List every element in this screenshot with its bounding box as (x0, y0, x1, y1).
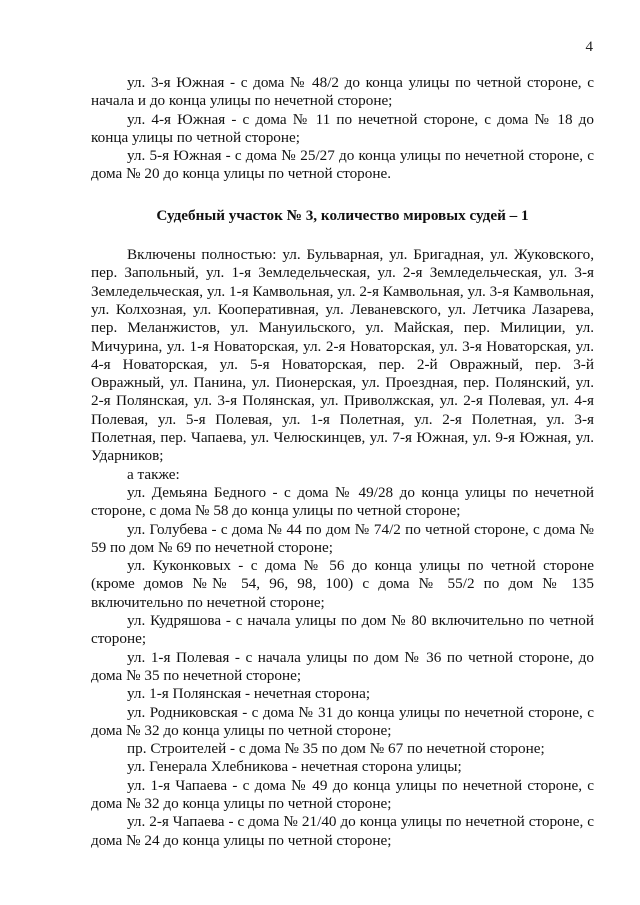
paragraph: ул. Родниковская - с дома № 31 до конца улицы по нечетной стороне, с дома № 32 до конца улицы по четной стороне; (91, 703, 594, 739)
paragraph: пр. Строителей - с дома № 35 по дом № 67 по нечетной стороне; (127, 740, 545, 758)
paragraph: ул. 5-я Южная - с дома № 25/27 до конца улицы по нечетной стороне, с дома № 20 до конца улицы по четной стороне. (91, 147, 594, 183)
paragraph: ул. 3-я Южная - с дома № 48/2 до конца улицы по четной стороне, с начала и до конца улицы по нечетной стороне; (91, 74, 594, 110)
paragraph: ул. 2-я Чапаева - с дома № 21/40 до конца улицы по нечетной стороне, с дома № 24 до конца улицы по четной стороне; (91, 813, 594, 849)
paragraph: ул. Куконковых - с дома № 56 до конца улицы по четной стороне (кроме домов №№ 54, 96, 98, 100) с дома № 55/2 по дом № 135 включительно по нечетной стороне; (91, 557, 594, 611)
document-body (91, 74, 594, 850)
paragraph: Включены полностью: ул. Бульварная, ул. Бригадная, ул. Жуковского, пер. Запольный, ул. 1-я Земледельческая, ул. 2-я Земледельческая, ул. 3-я Земледельческая, ул. 1-я Камвольная, ул. 2-я Камвольная, ул. 3-я Камвольная, ул. Колхозная, ул. Кооперативная, ул. Леваневского, ул. Летчика Лазарева, пер. Меланжистов, ул. Мануильского, ул. Майская, пер. Милиции, ул. Мичурина, ул. 1-я Новаторская, ул. 2-я Новаторская, ул. 3-я Новаторская, ул. 4-я Новаторская, ул. 5-я Новаторская, пер. 2-й Овражный, пер. 3-й Овражный, ул. Панина, ул. Пионерская, ул. Проездная, пер. Полянский, ул. 2-я Полянская, ул. 3-я Полянская, ул. Приволжская, ул. 2-я Полевая, ул. 4-я Полевая, ул. 5-я Полевая, ул. 1-я Полетная, ул. 2-я Полетная, ул. 3-я Полетная, пер. Чапаева, ул. Челюскинцев, ул. 7-я Южная, ул. 9-я Южная, ул. Ударников; (91, 246, 594, 465)
paragraph: ул. Генерала Хлебникова - нечетная сторона улицы; (127, 758, 462, 776)
section-heading: Судебный участок № 3, количество мировых судей – 1 (156, 206, 529, 224)
paragraph: ул. Голубева - с дома № 44 по дом № 74/2 по четной стороне, с дома № 59 по дом № 69 по нечетной стороне; (91, 520, 594, 556)
paragraph: а также: (127, 465, 180, 483)
paragraph: ул. 1-я Полевая - с начала улицы по дом № 36 по четной стороне, до дома № 35 по нечетной стороне; (91, 648, 594, 684)
paragraph: ул. 4-я Южная - с дома № 11 по нечетной стороне, с дома № 18 до конца улицы по четной стороне; (91, 110, 594, 146)
page-number: 4 (585, 39, 593, 55)
paragraph: ул. Демьяна Бедного - с дома № 49/28 до конца улицы по нечетной стороне, с дома № 58 до конца улицы по четной стороне; (91, 483, 594, 520)
paragraph: ул. 1-я Полянская - нечетная сторона; (127, 685, 371, 703)
paragraph: ул. Кудряшова - с начала улицы по дом № 80 включительно по четной стороне; (91, 612, 594, 648)
paragraph: ул. 1-я Чапаева - с дома № 49 до конца улицы по нечетной стороне, с дома № 32 до конца улицы по четной стороне; (91, 776, 594, 812)
